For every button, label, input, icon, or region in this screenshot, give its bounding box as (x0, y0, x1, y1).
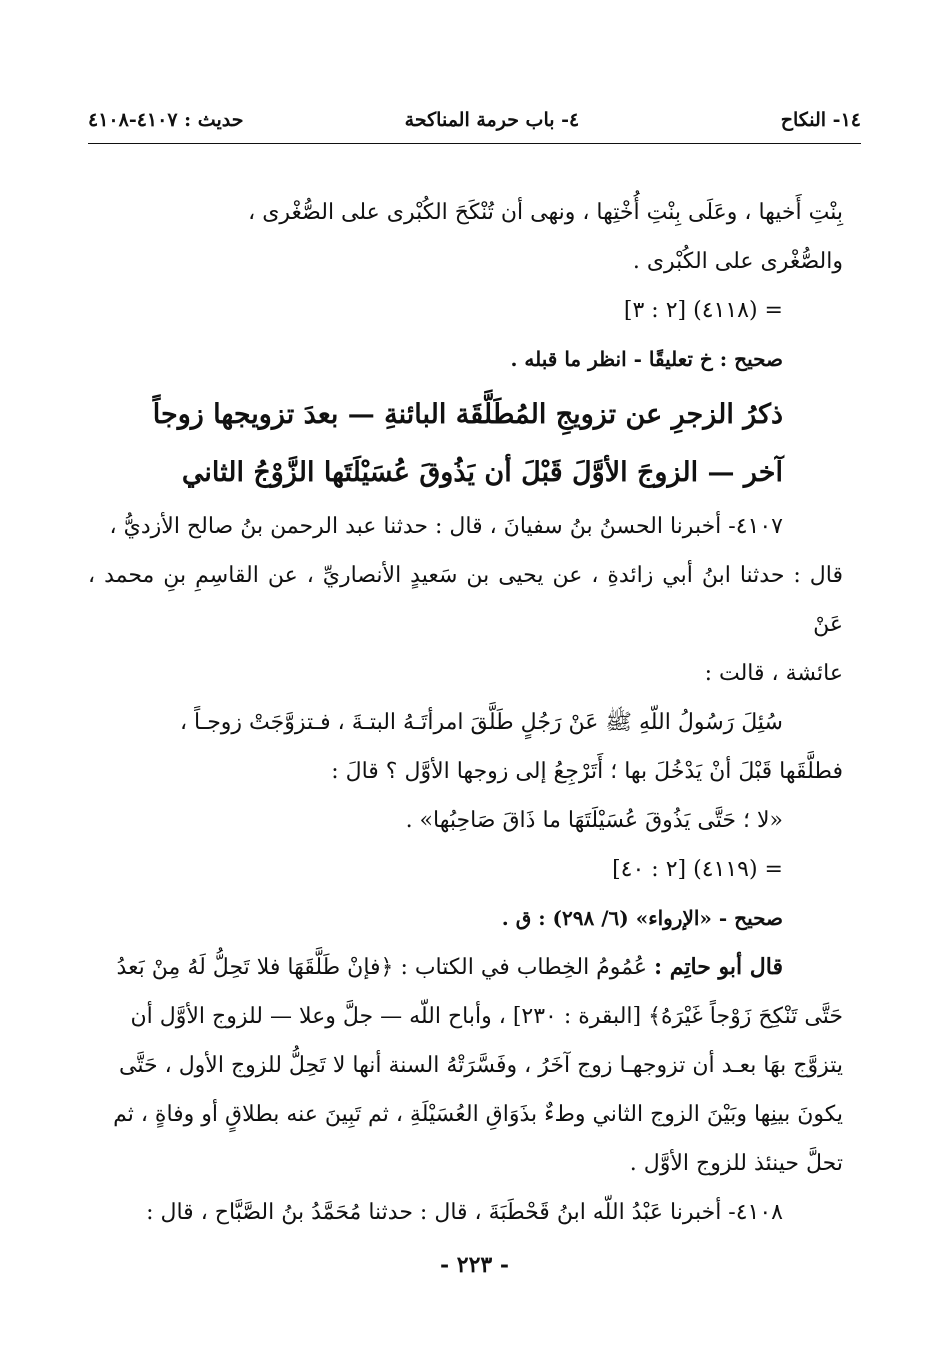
header-section: ٤- باب حرمة المناكحة (404, 109, 580, 131)
grading: صحيح : خ تعليقًا - انظر ما قبله . (510, 347, 783, 371)
text-line: حَتَّى تَنْكِحَ زَوْجاً غَيْرَهُ﴾ [البقرة : ٢٣٠] ، وأباح اللّه — جلَّ وعلا — للزوج الأوَّل أن (130, 1004, 843, 1029)
text-line: قال : حدثنا ابنُ أبي زائدةِ ، عن يحيى بن سَعيدٍ الأنصاريِّ ، عن القاسِمِ بنِ محمد ، عَنْ (88, 563, 843, 637)
cross-reference: = (٤١١٩) [٢ : ٤٠] (612, 857, 783, 882)
text-line: يكونَ بينِها وبَيْنَ الزوج الثاني وطءٌ بذَوَاقِ العُسَيْلَةِ ، ثم تَبِينَ عنه بطلاقٍ أو وفاةٍ ، ثم (113, 1102, 843, 1127)
section-heading-line-1: ذكرُ الزجرِ عن تزويجِ المُطَلَّقَة البائنةِ — بعدَ تزويجها زوجاً (152, 399, 783, 430)
section-heading-line-2: آخر — الزوجَ الأوَّلَ قَبْلَ أن يَذُوقَ عُسَيْلَتَها الزَّوْجُ الثاني (181, 457, 783, 488)
text-line: بِنْتِ أَخيها ، وعَلَى بِنْتِ أُخْتِها ، ونهى أن تُنْكَحَ الكُبْرى على الصُّغْرى ، (248, 200, 843, 225)
header-chapter: ١٤- النكاح (780, 109, 861, 131)
text-line: فطلَّقَها قَبْلَ أنْ يَدْخُلَ بها ؛ أَتَرْجِعُ إلى زوجها الأوَّل ؟ قالَ : (331, 759, 843, 784)
prophet-answer: «لا ؛ حَتَّى يَذُوقَ عُسَيْلَتَهَا ما ذَاقَ صَاحِبُها» . (405, 808, 783, 833)
text-line: يتزوَّج بهَا بعـد أن تزوجهـا زوج آخَرُ ، وفَسَّرَتْهُ السنة أنها لا تَحِلُّ للزوج الأول ، حَتَّى (119, 1053, 843, 1078)
commentary-author: قال أبو حاتِم : (654, 954, 783, 980)
hadith-text: سُئِلَ رَسُولُ اللّهِ ﷺ عَنْ رَجُلٍ طَلَّقَ امرأتَـهُ البتـةَ ، فـتزوَّجَتْ زوجـاً ، (179, 710, 783, 735)
header-rule (88, 143, 861, 144)
commentary-line (88, 943, 843, 992)
text-line: تحلَّ حينئذ للزوج الأوَّل . (629, 1151, 843, 1176)
page-number: - ٢٢٣ - (439, 1252, 510, 1278)
page-header (88, 100, 861, 140)
header-hadith-range: حديث : ٤١٠٧-٤١٠٨ (88, 109, 244, 131)
hadith-4108-chain: ٤١٠٨- أخبرنا عَبْدُ اللّه ابنُ قَحْطَبَةَ ، قال : حدثنا مُحَمَّدُ بنُ الصَّبَّاح ، قال : (146, 1200, 783, 1225)
hadith-4107-chain: ٤١٠٧- أخبرنا الحسنُ بنُ سفيانَ ، قال : حدثنا عبد الرحمن بنُ صالح الأزديُّ ، (109, 514, 783, 539)
cross-reference: = (٤١١٨) [٢ : ٣] (623, 298, 783, 323)
text-line: عائشة ، قالت : (704, 661, 843, 686)
page-body (88, 188, 843, 1237)
text-line: والصُّغْرى على الكُبْرى . (632, 249, 843, 274)
commentary-text: عُمُومُ الخِطاب في الكتاب : ﴿فإنْ طَلَّقَهَا فلا تَحِلُّ لَهُ مِنْ بَعدُ (116, 955, 655, 980)
grading: صحيح - «الإرواء» (٦/ ٢٩٨) : ق . (501, 906, 783, 930)
